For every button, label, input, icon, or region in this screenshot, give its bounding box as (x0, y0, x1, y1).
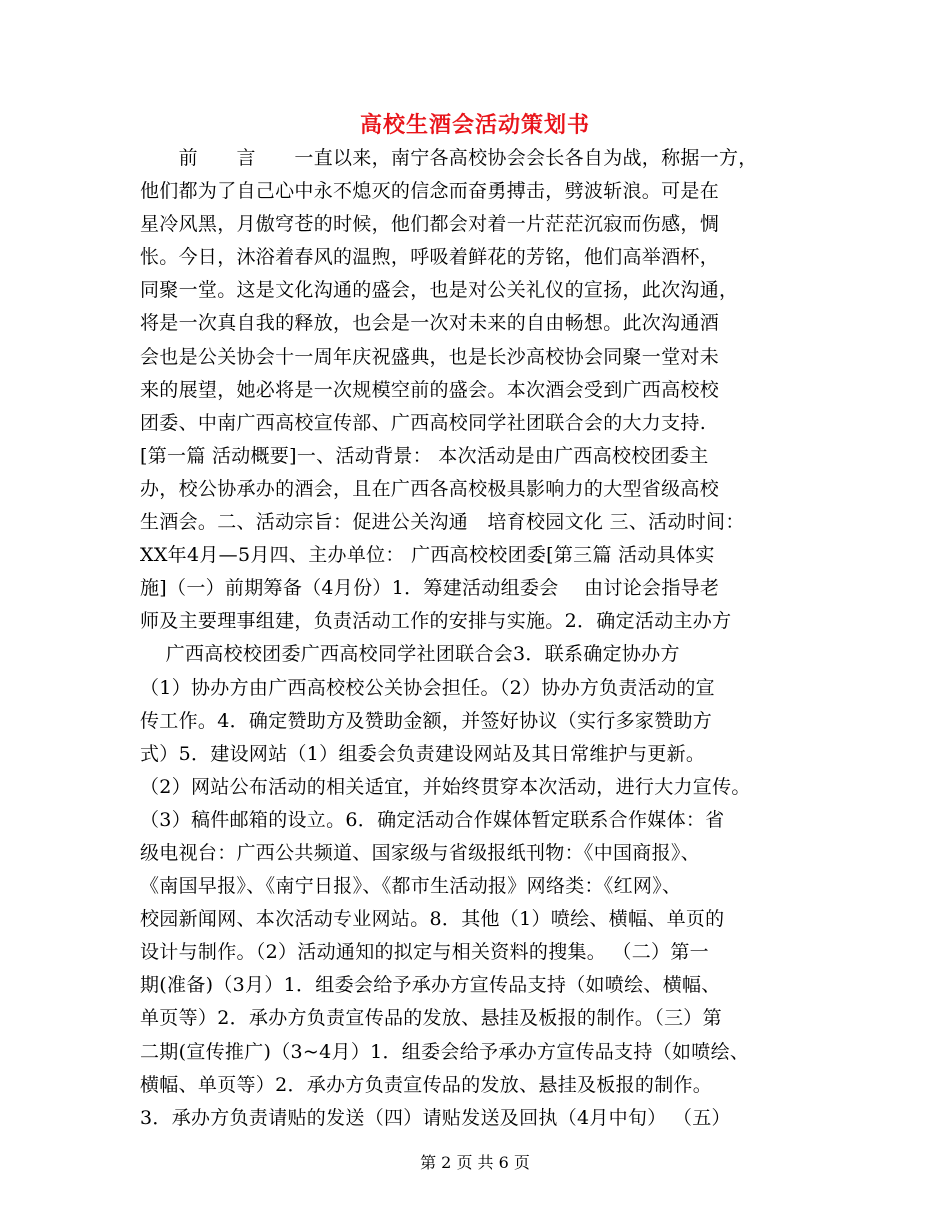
body-line: 来的展望，她必将是一次规模空前的盛会。本次酒会受到广西高校校 (140, 378, 720, 401)
body-line: 施]（一）前期筹备（4月份）1．筹建活动组委会 由讨论会指导老 (140, 577, 720, 600)
body-line: 3．承办方负责请贴的发送（四）请贴发送及回执（4月中旬） （五） (140, 1106, 731, 1129)
body-line: 生酒会。二、活动宗旨：促进公关沟通 培育校园文化 三、活动时间： (140, 511, 745, 534)
body-line: （2）网站公布活动的相关适宜，并始终贯穿本次活动，进行大力宣传。 (140, 775, 751, 798)
body-line: 期(准备)（3月）1．组委会给予承办方宣传品支持（如喷绘、横幅、 (140, 974, 721, 997)
body-line: 会也是公关协会十一周年庆祝盛典，也是长沙高校协会同聚一堂对未 (140, 345, 720, 368)
body-line: （3）稿件邮箱的设立。6．确定活动合作媒体暂定联系合作媒体：省 (140, 808, 725, 831)
body-line: 星冷风黑，月傲穹苍的时候，他们都会对着一片茫茫沉寂而伤感，惆 (140, 213, 720, 236)
body-line: 《南国早报》、《南宁日报》、《都市生活动报》网络类：《红网》、 (140, 875, 682, 898)
document-title: 高校生酒会活动策划书 (359, 112, 590, 138)
body-line: （1）协办方由广西高校校公关协会担任。（2）协办方负责活动的宣 (140, 676, 715, 699)
body-line: 同聚一堂。这是文化沟通的盛会，也是对公关礼仪的宣扬，此次沟通， (140, 279, 739, 302)
body-line: 广西高校校团委广西高校同学社团联合会3．联系确定协办方 (140, 643, 680, 666)
document-body (140, 142, 830, 1135)
page-number-footer: 第 2 页 共 6 页 (420, 1153, 530, 1172)
body-line: 办，校公协承办的酒会，且在广西各高校极具影响力的大型省级高校 (140, 477, 720, 500)
body-line: 横幅、单页等）2．承办方负责宣传品的发放、悬挂及板报的制作。 (140, 1073, 713, 1096)
body-line: 师及主要理事组建，负责活动工作的安排与实施。2．确定活动主办方 (140, 610, 732, 633)
body-line: 二期(宣传推广)（3~4月）1．组委会给予承办方宣传品支持（如喷绘、 (140, 1040, 750, 1063)
body-line: 他们都为了自己心中永不熄灭的信念而奋勇搏击，劈波斩浪。可是在 (140, 180, 720, 203)
body-line: XX年4月—5月四、主办单位： 广西高校校团委[第三篇 活动具体实 (140, 544, 715, 567)
body-line: 式）5．建设网站（1）组委会负责建设网站及其日常维护与更新。 (140, 742, 706, 765)
body-line: 传工作。4．确定赞助方及赞助金额，并签好协议（实行多家赞助方 (140, 709, 713, 732)
body-line: 前 言 一直以来，南宁各高校协会会长各自为战，称据一方， (140, 147, 758, 169)
body-line: 将是一次真自我的释放，也会是一次对未来的自由畅想。此次沟通酒 (140, 312, 720, 335)
body-line: [第一篇 活动概要]一、活动背景： 本次活动是由广西高校校团委主 (140, 444, 709, 467)
body-line: 怅。今日，沐浴着春风的温煦，呼吸着鲜花的芳铭，他们高举酒杯， (140, 246, 720, 269)
body-line: 团委、中南广西高校宣传部、广西高校同学社团联合会的大力支持. (140, 411, 707, 434)
body-line: 单页等）2．承办方负责宣传品的发放、悬挂及板报的制作。（三）第 (140, 1007, 722, 1030)
body-line: 校园新闻网、本次活动专业网站。8．其他（1）喷绘、横幅、单页的 (140, 908, 725, 931)
body-line: 级电视台：广西公共频道、国家级与省级报纸刊物：《中国商报》、 (140, 841, 701, 864)
body-line: 设计与制作。（2）活动通知的拟定与相关资料的搜集。 （二）第一 (140, 941, 709, 964)
